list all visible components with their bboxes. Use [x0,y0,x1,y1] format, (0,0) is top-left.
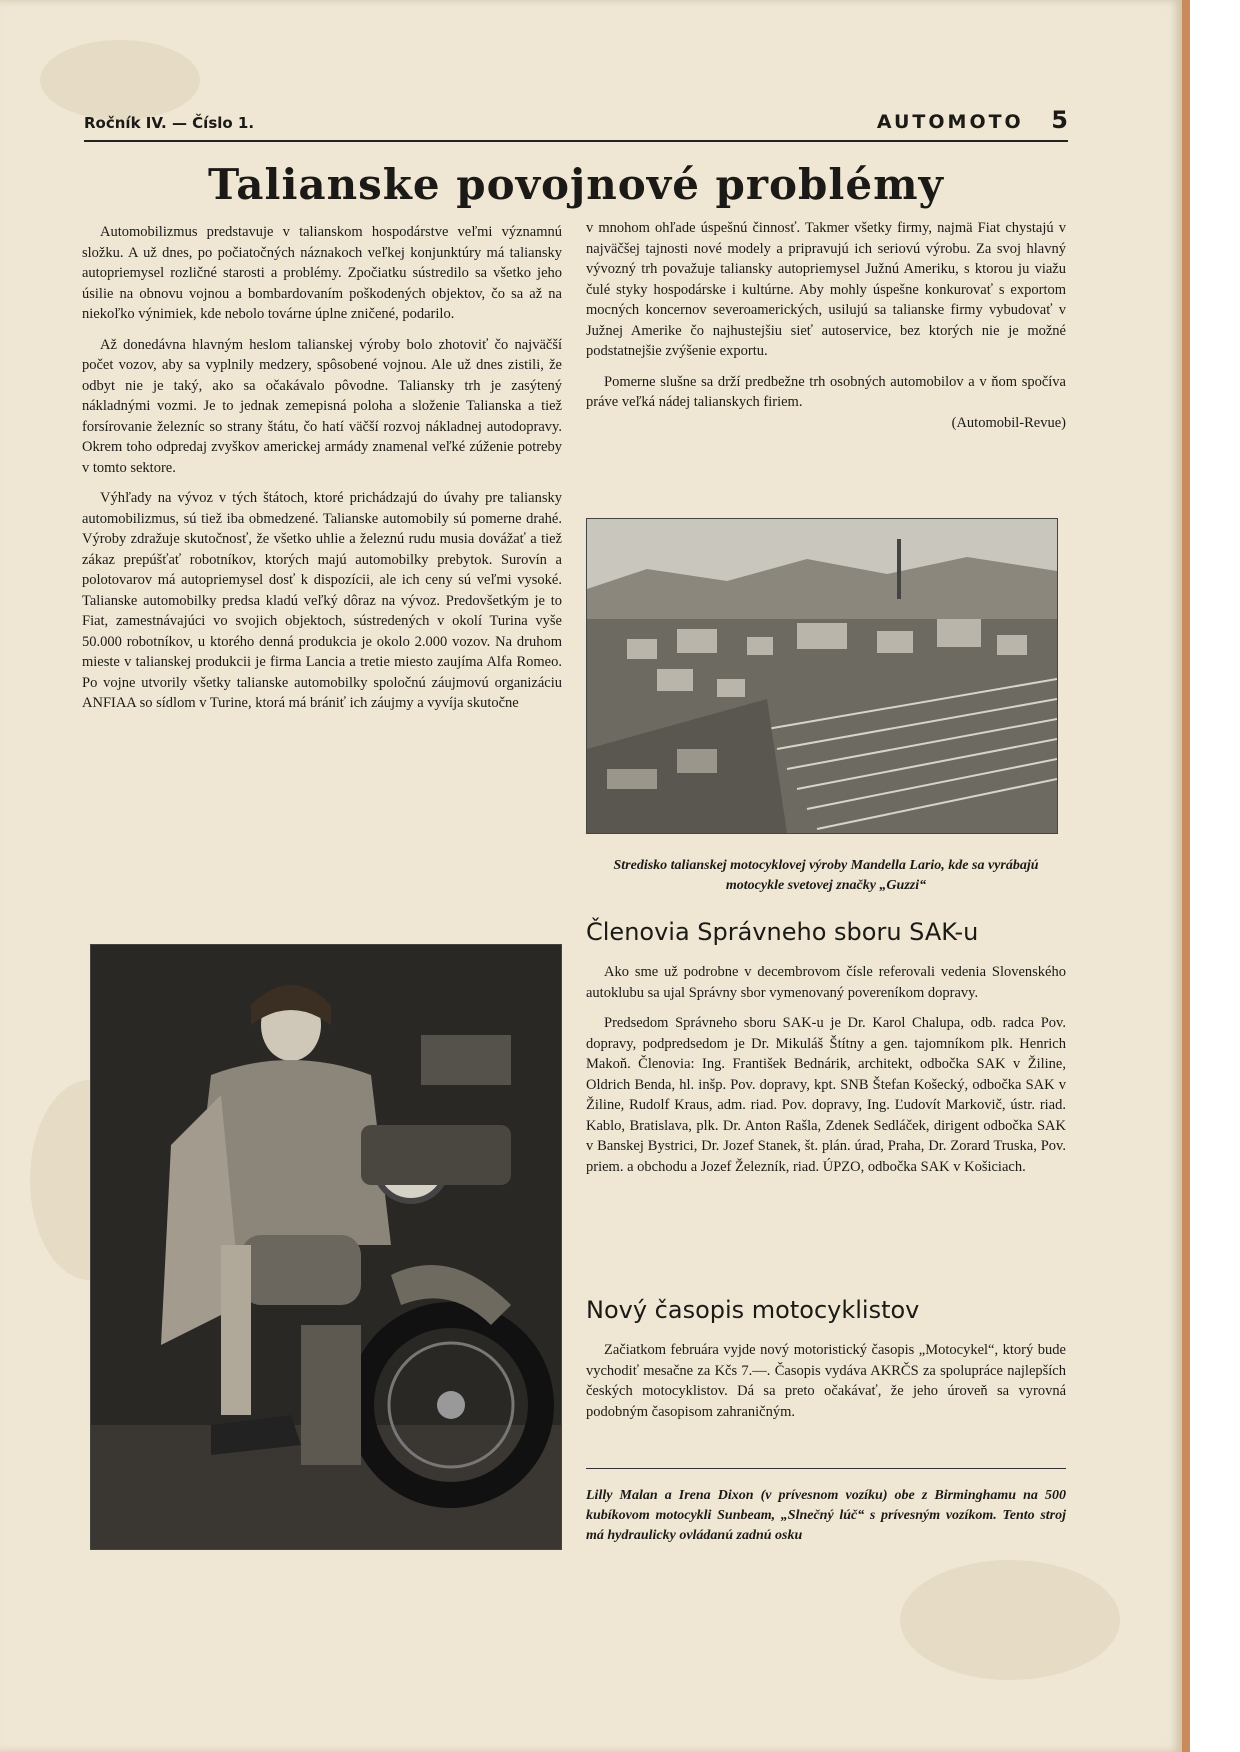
magazine-article-body [586,1340,1066,1432]
article-paragraph: Ako sme už podrobne v decembrovom čísle referovali vedenia Slovenského autoklubu sa ujal Správny sbor vymenovaný povereníkom dopravy. [586,964,1066,1001]
magazine-article-title: Nový časopis motocyklistov [586,1296,920,1324]
caption-divider [586,1468,1066,1469]
page-number: 5 [1051,106,1068,134]
article-paragraph [586,372,1066,434]
motorcycle-illustration [91,945,561,1549]
paper-stain [900,1560,1120,1680]
factory-town-illustration [587,519,1057,833]
masthead [877,106,1068,134]
article-paragraph: Začiatkom februára vyjde nový motoristický časopis „Motocykel“, ktorý bude vychodiť mesačne za Kčs 7.—. Časopis vydáva AKRČS za spolupráce najlepších českých motocyklistov. Dá sa preto očakávať, že jeho úroveň sa vyrovná podobným časopisom zahraničným. [586,1342,1066,1420]
magazine-title: AUTOMOTO [876,111,1024,133]
article-paragraph: v mnohom ohľade úspešnú činnosť. Takmer všetky firmy, najmä Fiat chystajú v najväčšej tajnosti nové modely a pripravujú ich seriovú výrobu. Za svoj hlavný vývozný trh považuje taliansky autopriemysel Južnú Ameriku, s ktorou ju viažu čulé styky hospodárske i kultúrne. Aby mohly úspešne konkurovať s exportom mocných koncernov severoamerických, usilujú sa talianske firmy vybudovať v Južnej Amerike čo najhustejšiu sieť autoservice, bez ktorých nie je možné podstatnejšie zvýšenie exportu. [586,220,1066,359]
article-column-right [586,218,1066,443]
factory-town-caption: Stredisko talianskej motocyklovej výroby Mandella Lario, kde sa vyrábajú motocykle svetovej značky „Guzzi“ [613,858,1039,893]
article-source: (Automobil-Revue) [951,414,1066,431]
article-paragraph-text: Pomerne slušne sa drží predbežne trh osobných automobilov a v ňom spočíva práve veľká nádej talianskych firiem. [586,373,1066,410]
factory-town-photo [586,518,1058,834]
motorcycle-caption: Lilly Malan a Irena Dixon (v prívesnom vozíku) obe z Birminghamu na 500 kubíkovom motocykli Sunbeam, „Slnečný lúč“ s prívesným vozíkom. Tento stroj má hydraulicky ovládanú zadnú osku [586,1488,1066,1543]
article-headline: Talianske povojnové problémy [208,160,944,209]
article-paragraph: Výhľady na vývoz v tých štátoch, ktoré prichádzajú do úvahy pre taliansky automobilizmus, sú tiež iba obmedzené. Talianske automobily sú pomerne drahé. Výroby zdražuje skutočnosť, že všetko uhlie a železnú rudu musia dovážať a tiež zákaz prepúšťať robotníkov, ktorých majú automobilky prebytok. Surovín a polotovarov má autopriemysel dosť k dispozícii, ale ich ceny sú veľmi vysoké. Talianske automobilky predsa kladú veľký dôraz na vývoz. Predovšetkým je to Fiat, zamestnávajúci vo svojich objektoch, sústredených v okolí Turina vyše 50.000 robotníkov, u ktorého denná produkcia je okolo 2.000 vozov. Na druhom mieste v talianskej produkcii je firma Lancia a tretie miesto zaujíma Alfa Romeo. Po vojne utvorily všetky talianske automobilky spoločnú záujmovú organizáciu ANFIAA so sídlom v Turine, ktorá má brániť ich záujmy a vyvíja skutočne [82,490,562,711]
article-column-left [82,222,562,724]
issue-label: Ročník IV. — Číslo 1. [84,114,255,132]
motorcycle-photo [90,944,562,1550]
article-paragraph: Až donedávna hlavným heslom talianskej výroby bolo zhotoviť čo najväčší počet vozov, aby sa vyplnily medzery, spôsobené vojnou. Ale už dnes zistili, že odbyt nie je taký, ako sa očakávalo pôvodne. Taliansky trh je zasýtený nákladnými vozmi. Je to jednak zemepisná poloha a složenie Talianska a tiež forsírovanie železníc so strany štátu, čo hatí väčší rozvoj nákladnej autodopravy. Okrem toho odpredaj zvyškov americkej armády znamenal veľké zúženie potreby v tomto sektore. [82,336,562,476]
article-paragraph: Automobilizmus predstavuje v talianskom hospodárstve veľmi významnú složku. A už dnes, po počiatočných náznakoch veľkej konjunktúry má taliansky autopriemysel rozličné starosti a problémy. Zpočiatku sústredilo sa všetko jeho úsilie na obnovu vojnou a bombardovaním poškodených objektov, čo sa až na niekoľko výnimiek, kde nebolo továrne úplne zničené, podarilo. [82,224,562,322]
article-paragraph: Predsedom Správneho sboru SAK-u je Dr. Karol Chalupa, odb. radca Pov. dopravy, podpredsedom je Dr. Mikuláš Štítny a gen. tajomníkom plk. Henrich Makoň. Členovia: Ing. František Bednárik, architekt, odbočka SAK v Žiline, Oldrich Benda, hl. inšp. Pov. dopravy, kpt. SNB Štefan Košecký, odbočka SAK v Žiline, Rudolf Kraus, adm. riad. Pov. dopravy, Ing. Ľudovít Markovič, ústr. riad. Kablo, Bratislava, plk. Dr. Anton Rašla, Zdenek Sedláček, dirigent odbočka SAK v Banskej Bystrici, Dr. Jozef Stanek, št. plán. úrad, Praha, Dr. Zorard Truska, Pov. priem. a obchodu a Jozef Železník, riad. ÚPZO, odbočka SAK v Košiciach. [586,1015,1066,1175]
paper-edge [1182,0,1190,1752]
page-header [84,100,1068,142]
sak-article-title: Členovia Správneho sboru SAK-u [586,918,979,946]
sak-article-body [586,962,1066,1187]
